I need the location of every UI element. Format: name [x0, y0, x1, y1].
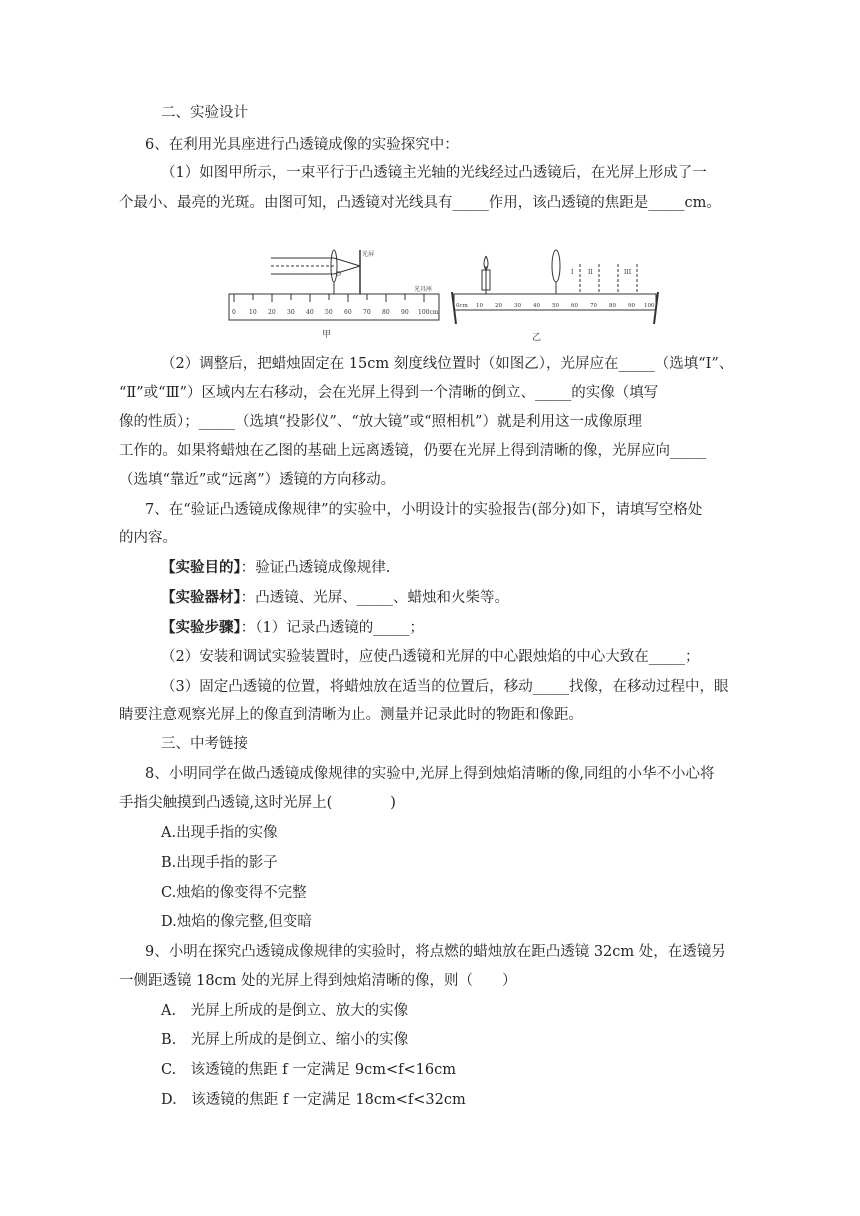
- q7-line2: 的内容。: [119, 530, 177, 546]
- svg-text:100cm: 100cm: [418, 309, 439, 316]
- purpose-text: ：验证凸透镜成像规律.: [240, 560, 391, 576]
- figure-jia-label: 甲: [322, 330, 332, 340]
- q8-option-c: C.烛焰的像变得不完整: [161, 885, 307, 901]
- svg-text:40: 40: [533, 303, 540, 309]
- svg-text:0: 0: [232, 309, 236, 316]
- figure-yi: [452, 250, 658, 324]
- ruler-yi-numbers: [456, 303, 655, 309]
- q9-option-d: D. 该透镜的焦距 f 一定满足 18cm<f<32cm: [161, 1092, 466, 1108]
- q8-option-a: A.出现手指的实像: [161, 825, 278, 841]
- svg-text:70: 70: [363, 309, 371, 316]
- section-heading-exam: 三、中考链接: [161, 736, 248, 752]
- q7-step2: （2）安装和调试实验装置时，应使凸透镜和光屏的中心跟烛焰的中心大致在_____；: [161, 649, 700, 665]
- q7-steps: [161, 618, 424, 638]
- q8-option-d: D.烛焰的像完整,但变暗: [161, 914, 312, 930]
- svg-text:50: 50: [325, 309, 333, 316]
- equipment-label: 【实验器材】: [161, 589, 241, 606]
- section-heading-design: 二、实验设计: [161, 105, 248, 121]
- q7-purpose: [161, 558, 390, 578]
- q9-option-b: B. 光屏上所成的是倒立、缩小的实像: [161, 1032, 409, 1048]
- q7-equipment: [161, 588, 509, 608]
- svg-text:III: III: [624, 269, 632, 276]
- steps-label: 【实验步骤】: [161, 619, 241, 636]
- q7-step3-line2: 睛要注意观察光屏上的像直到清晰为止。测量并记录此时的物距和像距。: [119, 707, 583, 723]
- q6-part1-line2: 个最小、最亮的光斑。由图可知，凸透镜对光线具有_____作用，该凸透镜的焦距是_____cm。: [119, 195, 721, 211]
- svg-text:10: 10: [476, 303, 483, 309]
- q6-part1-line1: （1）如图甲所示，一束平行于凸透镜主光轴的光线经过凸透镜后，在光屏上形成了一: [161, 165, 707, 181]
- q6-stem: 6、在利用光具座进行凸透镜成像的实验探究中：: [145, 137, 459, 153]
- purpose-label: 【实验目的】: [161, 559, 241, 576]
- screen-label: 光屏: [362, 251, 375, 258]
- svg-text:40: 40: [306, 309, 314, 316]
- svg-text:20: 20: [268, 309, 276, 316]
- svg-text:80: 80: [382, 309, 390, 316]
- svg-text:30: 30: [287, 309, 295, 316]
- svg-text:I: I: [571, 269, 574, 276]
- equipment-text: ：凸透镜、光屏、_____、蜡烛和火柴等。: [240, 590, 509, 606]
- svg-text:70: 70: [590, 303, 597, 309]
- svg-text:60: 60: [571, 303, 578, 309]
- q8-line2: 手指尖触摸到凸透镜,这时光屏上( ): [119, 795, 396, 811]
- svg-text:II: II: [588, 269, 593, 276]
- focus-label: O: [336, 271, 341, 278]
- q6-part2-line3: 像的性质）；_____（选填“投影仪”、“放大镜”或“照相机”）就是利用这一成像原理: [119, 414, 642, 430]
- svg-text:0cm: 0cm: [456, 303, 468, 309]
- ruler-jia-ticks: [234, 294, 424, 302]
- q8-option-b: B.出现手指的影子: [161, 855, 278, 871]
- svg-text:90: 90: [628, 303, 635, 309]
- svg-text:10: 10: [249, 309, 257, 316]
- steps-text: ：（1）记录凸透镜的_____；: [240, 620, 424, 636]
- bench-label: 光具座: [414, 286, 433, 293]
- optical-bench-figure: [226, 244, 666, 344]
- svg-text:100: 100: [644, 303, 655, 309]
- ruler-jia-numbers: [232, 309, 439, 316]
- convex-lens-yi: [552, 250, 560, 282]
- q6-part2-line4: 工作的。如果将蜡烛在乙图的基础上远离透镜，仍要在光屏上得到清晰的像，光屏应向_____: [119, 443, 707, 459]
- q9-line2: 一侧距透镜 18cm 处的光屏上得到烛焰清晰的像，则（ ）: [119, 973, 517, 989]
- q9-line1: 9、小明在探究凸透镜成像规律的实验时，将点燃的蜡烛放在距凸透镜 32cm 处，在透镜另: [145, 944, 726, 960]
- svg-text:50: 50: [552, 303, 559, 309]
- svg-text:30: 30: [514, 303, 521, 309]
- svg-text:80: 80: [609, 303, 616, 309]
- svg-text:90: 90: [401, 309, 409, 316]
- q9-option-c: C. 该透镜的焦距 f 一定满足 9cm<f<16cm: [161, 1062, 456, 1078]
- figure-yi-label: 乙: [532, 333, 542, 343]
- svg-text:60: 60: [344, 309, 352, 316]
- q6-part2-line2: “Ⅱ”或“Ⅲ”）区域内左右移动，会在光屏上得到一个清晰的倒立、_____的实像（填写: [119, 385, 659, 401]
- q7-line1: 7、在“验证凸透镜成像规律”的实验中，小明设计的实验报告(部分)如下，请填写空格处: [145, 502, 703, 518]
- q8-line1: 8、小明同学在做凸透镜成像规律的实验中,光屏上得到烛焰清晰的像,同组的小华不小心将: [145, 766, 715, 782]
- q7-step3-line1: （3）固定凸透镜的位置，将蜡烛放在适当的位置后，移动_____找像，在移动过程中，眼: [161, 679, 729, 695]
- q6-part2-line1: （2）调整后，把蜡烛固定在 15cm 刻度线位置时（如图乙），光屏应在_____（选填“Ⅰ”、: [161, 356, 734, 372]
- svg-text:20: 20: [495, 303, 502, 309]
- refracted-ray: [334, 258, 360, 266]
- q6-part2-line5: （选填“靠近”或“远离”）透镜的方向移动。: [119, 472, 396, 488]
- ruler-jia: [229, 294, 439, 320]
- q9-option-a: A. 光屏上所成的是倒立、放大的实像: [161, 1003, 409, 1019]
